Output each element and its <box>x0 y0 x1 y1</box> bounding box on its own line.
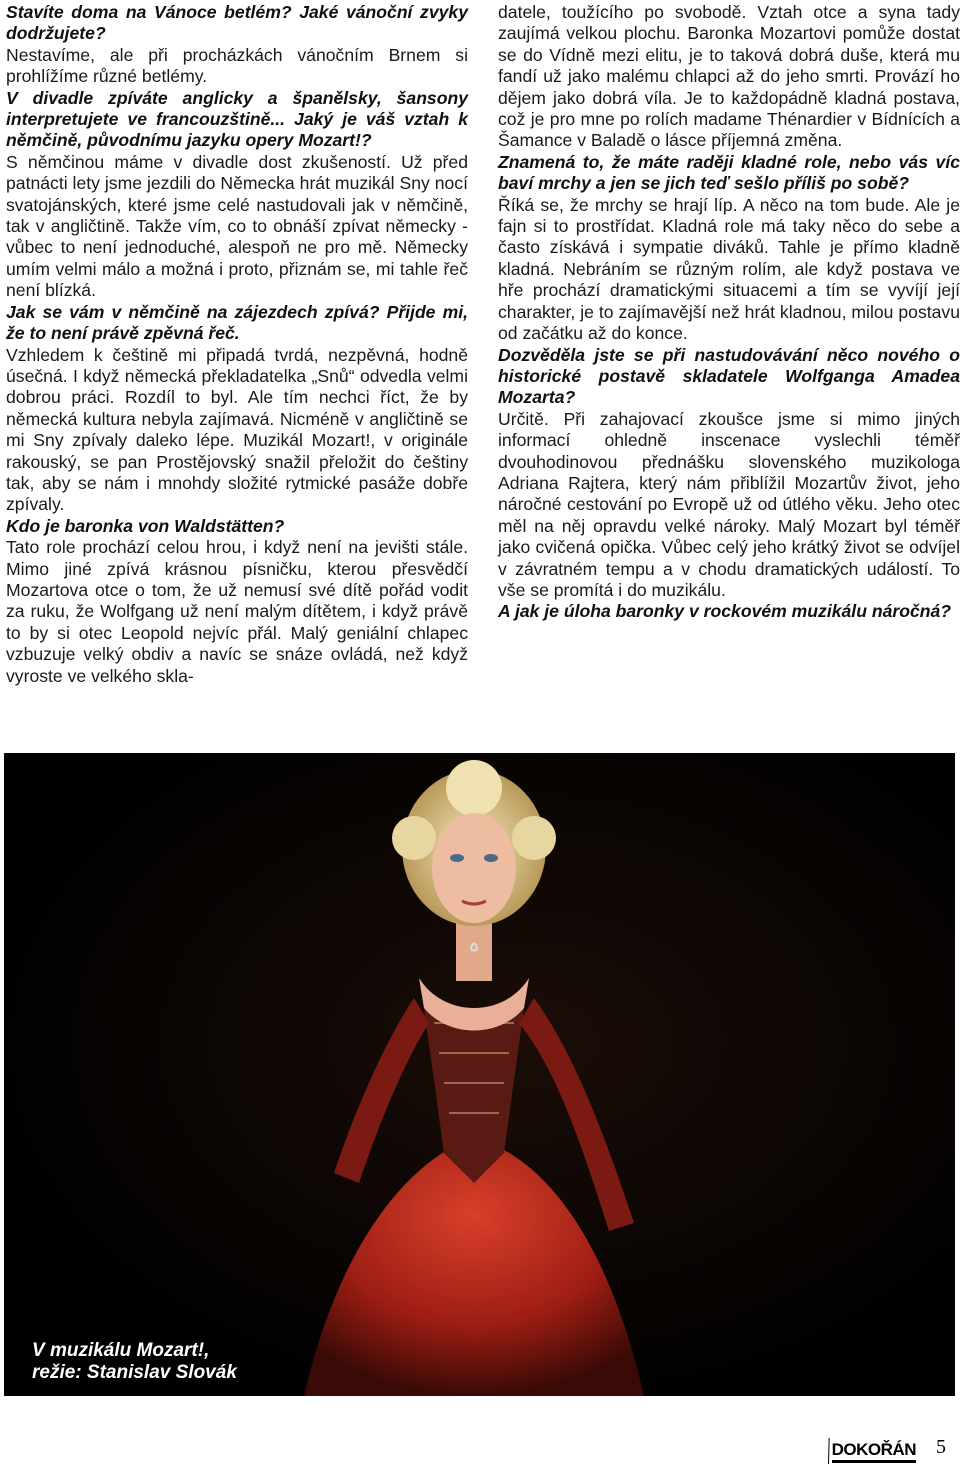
question-german-language: V divadle zpíváte anglicky a španělsky, šansony interpretujete ve francouzštině... Jaký je váš vztah k němčině, původnímu jazyku opery Mozart!? <box>6 87 468 151</box>
answer-positive-roles: Říká se, že mrchy se hrají líp. A něco na tom bude. Ale je fajn si to prostřídat. Kladná role má taky něco do sebe a často získává i sympatie diváků. Tahle je přímo kladně kladná. Nebráním se různým rolím, ale když postava ve hře prochází dramatickými situacemi a tím se vyvíjí její charakter, je to zajímavější než hrát kladnou, milou postavu od začátku až do konce. <box>498 194 960 344</box>
face <box>432 813 516 923</box>
question-christmas: Stavíte doma na Vánoce betlém? Jaké vánoční zvyky dodržujete? <box>6 2 468 44</box>
photo-caption <box>32 1340 237 1384</box>
answer-mozart-history: Určitě. Při zahajovací zkoušce jsme si mimo jiných informací ohledně inscenace vyslechli téměř dvouhodinovou přednášku slovenského muzikologa Adriana Rajtera, který nám přiblížil Mozartův život, jeho náročné cestování po Evropě už od útlého věku. Jeho otec měl na něj opravdu velké nároky. Malý Mozart byl téměř jako cvičená opička. Vůbec celý jeho krátký život se odvíjel v závratném tempu a v chodu dramatických událostí. To vše se promítá i do muzikálu. <box>498 408 960 600</box>
answer-christmas: Nestavíme, ale při procházkách vánočním Brnem si prohlížíme různé betlémy. <box>6 44 468 87</box>
question-positive-roles: Znamená to, že máte raději kladné role, nebo vás víc baví mrchy a jen se jich teď sešlo příliš po sobě? <box>498 151 960 194</box>
question-baroness: Kdo je baronka von Waldstätten? <box>6 515 285 536</box>
question-role-difficulty: A jak je úloha baronky v rockovém muzikálu náročná? <box>498 601 952 622</box>
page-number: 5 <box>936 1436 946 1458</box>
answer-singing-german: Vzhledem k češtině mi připadá tvrdá, nezpěvná, hodně úsečná. I když německá překladatelka „Snů“ odvedla velmi dobrou práci. Rozdíl to byl. Ale tím nechci říct, že by německá kultura nebyla zajímavá. Nicméně v angličtině se mi Sny zpívaly daleko lépe. Muzikál Mozart!, v originále rakouský, se pan Prostějovský snažil přeložit do češtiny tak, aby se nám i mnohdy složité rytmické pasáže dobře zpívaly. <box>6 344 468 515</box>
logo-text: DOKOŘÁN <box>832 1440 916 1463</box>
question-mozart-history: Dozvěděla jste se při nastudovávání něco nového o historické postavě skladatele Wolfganga Amadea Mozarta? <box>498 344 960 408</box>
actress-illustration <box>4 753 955 1396</box>
question-singing-german: Jak se vám v němčině na zájezdech zpívá? Přijde mi, že to není právě zpěvná řeč. <box>6 301 468 344</box>
answer-baroness-continued: datele, toužícího po svobodě. Vztah otce a syna tady zaujímá velkou plochu. Baronka Mozartovi pomůže dostat se do Vídně mezi elitu, je to taková dobrá duše, která mu fandí už jako malému chlapci až do jeho smrti. Provází ho dějem jako dobrá víla. Je to každopádně kladná postava, což je pro mne po rolích madame Thénardier v Bídnících a Šamance v Baladě o lásce příjemná změna. <box>498 2 960 151</box>
caption-line-1: V muzikálu Mozart!, <box>32 1340 210 1361</box>
left-text-column <box>6 2 468 687</box>
stage-photo <box>4 753 955 1396</box>
answer-german-language: S němčinou máme v divadle dost zkušeností. Už před patnácti lety jsme jezdili do Německa hrát muzikál Sny nocí svatojánských, které jsme celé nastudovali jak v němčině, tak v angličtině. Takže vím, co to obnáší zpívat německy - vůbec to není jednoduché, alespoň ne pro mě. Německy umím velmi málo a možná i proto, přiznám se, mi tahle řeč není blízká. <box>6 151 468 301</box>
caption-line-2: režie: Stanislav Slovák <box>32 1362 237 1383</box>
right-text-column <box>498 2 960 623</box>
logo-mark-icon <box>828 1438 830 1464</box>
answer-baroness: Tato role prochází celou hrou, i když není na jevišti stále. Mimo jiné zpívá krásnou písničku, kterou přesvědčí Mozartova otce o tom, že už nemusí své dítě pořád vodit za ruku, že Wolfgang už není malým dítětem, i když právě to by si otec Leopold nejvíc přál. Malý geniální chlapec vzbuzuje velký obdiv a navíc se snáze ovládá, než když vyroste ve velkého skla- <box>6 537 468 686</box>
dokoran-logo <box>828 1436 916 1466</box>
